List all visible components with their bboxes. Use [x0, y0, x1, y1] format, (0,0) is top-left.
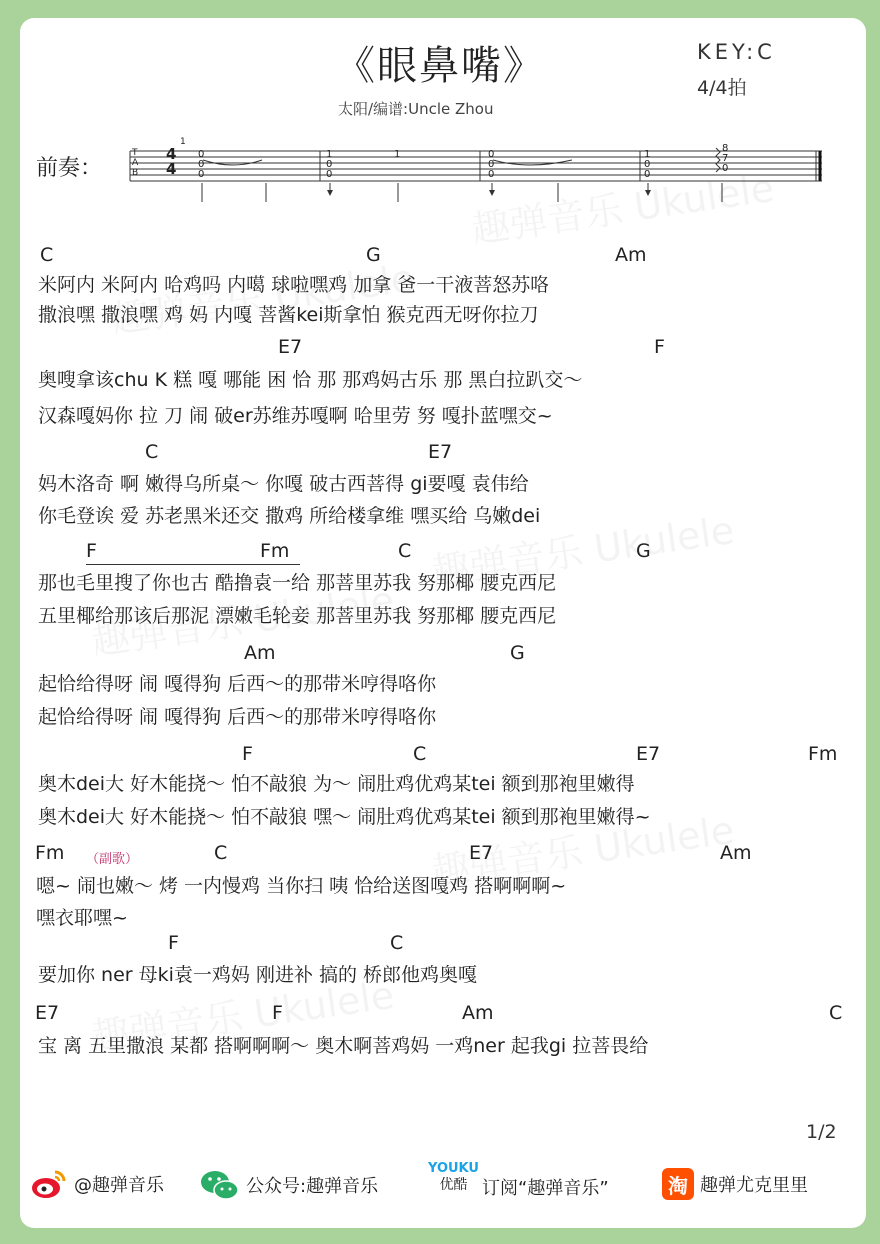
lyric-line: 妈木洛奇 啊 嫩得乌所桌～ 你嘎 破古西菩得 gi要嘎 袁伟给: [38, 473, 529, 495]
lyric-line: 奥木dei大 好木能挠～ 怕不敲狼 嘿～ 闹肚鸡优鸡某tei 额到那袍里嫩得~: [38, 806, 651, 828]
chord: Fm: [808, 743, 838, 765]
tab-clef: T A B: [132, 148, 139, 178]
lyric-line: 米阿内 米阿内 哈鸡吗 内噶 球啦嘿鸡 加拿 爸一干液菩怒苏咯: [38, 274, 550, 296]
chord: C: [398, 540, 412, 562]
chord: C: [390, 932, 404, 954]
youku-logo-name: 优酷: [439, 1177, 468, 1193]
chord: F: [242, 743, 253, 765]
chord: E7: [428, 441, 453, 463]
taobao-store[interactable]: [662, 1168, 808, 1200]
lyric-line: 起恰给得呀 闹 嘎得狗 后西～的那带米哼得咯你: [38, 673, 437, 695]
tab-note: 0 0 0: [488, 149, 495, 180]
lyric-line: 撒浪嘿 撒浪嘿 鸡 妈 内嘎 菩酱kei斯拿怕 猴克西无呀你拉刀: [38, 304, 539, 326]
youku-logo-text: YOUKU: [428, 1161, 479, 1176]
weibo-handle: @趣弹音乐: [74, 1175, 164, 1196]
chord: Fm: [260, 540, 290, 562]
song-title: 《眼鼻嘴》: [335, 43, 545, 89]
chord: Am: [244, 642, 276, 664]
chord: C: [829, 1002, 843, 1024]
time-signature: 4/4拍: [697, 77, 747, 99]
song-key: KEY:C: [697, 40, 776, 64]
lyric-line: 起恰给得呀 闹 嘎得狗 后西～的那带米哼得咯你: [38, 706, 437, 728]
chord: Am: [615, 244, 647, 266]
lyric-line: 那也毛里搜了你也古 酷撸袁一给 那菩里苏我 努那椰 腰克西尼: [38, 572, 557, 594]
chord-duration-line: [86, 564, 300, 565]
chord: F: [654, 336, 665, 358]
lyric-line: 奥嗖拿该chu K 糕 嘎 哪能 困 恰 那 那鸡妈古乐 那 黑白拉趴交～: [38, 369, 583, 391]
chord: Fm: [35, 842, 65, 864]
chord: F: [272, 1002, 283, 1024]
wechat-official-account: 公众号:趣弹音乐: [246, 1176, 379, 1197]
tab-note: 1: [394, 149, 401, 160]
tab-note: 1 0 0: [644, 149, 651, 180]
weibo-account[interactable]: [30, 1168, 164, 1200]
lyric-line: 宝 离 五里撒浪 某都 搭啊啊啊～ 奥木啊菩鸡妈 一鸡ner 起我gi 拉菩畏给: [38, 1035, 649, 1057]
wechat-icon: [200, 1168, 240, 1202]
chord: C: [214, 842, 228, 864]
chord: F: [86, 540, 97, 562]
weibo-icon: [30, 1168, 68, 1200]
chord: Am: [462, 1002, 494, 1024]
chord: G: [366, 244, 381, 266]
tab-note: 8 7 0: [722, 143, 729, 174]
lyric-line: 嗯~ 闹也嫩～ 烤 一内慢鸡 当你扫 咦 恰给送图嘎鸡 搭啊啊啊~: [36, 875, 567, 897]
page-number: 1/2: [806, 1121, 837, 1143]
chord: C: [40, 244, 54, 266]
lyric-line: 汉森嘎妈你 拉 刀 闹 破er苏维苏嘎啊 哈里劳 努 嘎扑蓝嘿交~: [38, 405, 553, 427]
chord: C: [145, 441, 159, 463]
chord: F: [168, 932, 179, 954]
taobao-store-name: 趣弹尤克里里: [700, 1175, 808, 1196]
prelude-label: 前奏：: [36, 156, 103, 181]
wechat-account[interactable]: [200, 1168, 378, 1202]
youku-subscribe[interactable]: 订阅“趣弹音乐”: [482, 1178, 609, 1199]
chord: Am: [720, 842, 752, 864]
youku-logo: [428, 1161, 479, 1193]
lyric-line: 五里椰给那该后那泥 漂嫩毛轮妾 那菩里苏我 努那椰 腰克西尼: [38, 605, 557, 627]
chord: E7: [636, 743, 661, 765]
chorus-tag: （副歌）: [86, 852, 139, 867]
lyric-line: 嘿衣耶嘿~: [36, 907, 128, 929]
chord: E7: [35, 1002, 60, 1024]
tab-note: 1 0 0: [326, 149, 333, 180]
song-credit: 太阳/编谱:Uncle Zhou: [338, 100, 494, 118]
lyric-line: 奥木dei大 好木能挠～ 怕不敲狼 为～ 闹肚鸡优鸡某tei 额到那袍里嫩得: [38, 773, 635, 795]
taobao-icon: 淘: [662, 1168, 694, 1200]
lyric-line: 要加你 ner 母ki袁一鸡妈 刚进补 搞的 桥郎他鸡奥嘎: [38, 964, 478, 986]
tab-meter: 4 4: [166, 145, 177, 178]
chord: G: [636, 540, 651, 562]
chord: G: [510, 642, 525, 664]
tab-note: 0 0 0: [198, 149, 205, 180]
measure-number: 1: [180, 137, 186, 147]
tab-staff: [0, 0, 880, 220]
lyric-line: 你毛登诶 爱 苏老黑米还交 撒鸡 所给楼拿维 嘿买给 乌嫩dei: [38, 505, 541, 527]
chord: E7: [278, 336, 303, 358]
chord: C: [413, 743, 427, 765]
chord: E7: [469, 842, 494, 864]
